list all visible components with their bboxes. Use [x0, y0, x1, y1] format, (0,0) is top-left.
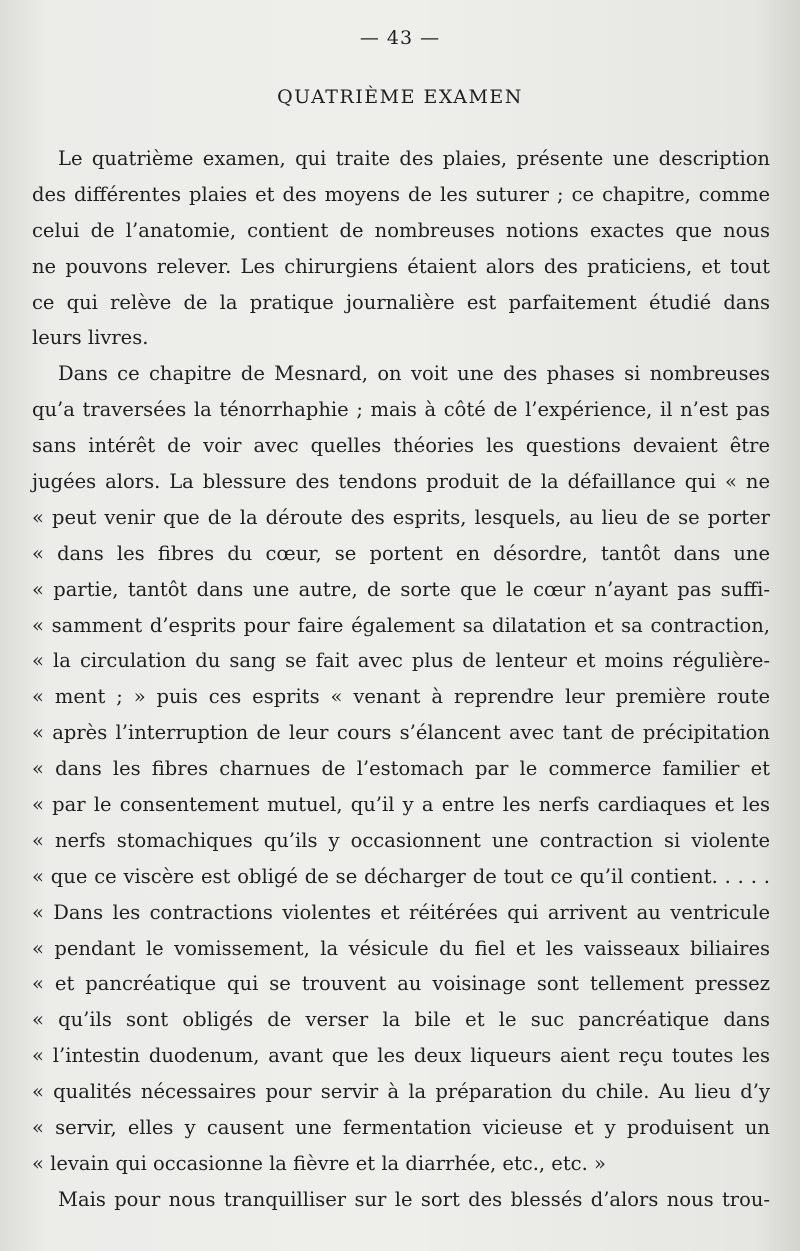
quote-line: « qu’ils sont obligés de verser la bile et le suc pancréatique dans	[32, 1008, 770, 1032]
chapter-title: QUATRIÈME EXAMEN	[277, 86, 523, 108]
text-line: Le quatrième examen, qui traite des plaies, présente une description	[58, 147, 770, 170]
quote-line: « dans les fibres charnues de l’estomach par le commerce familier et	[32, 757, 770, 781]
quote-line: « l’intestin duodenum, avant que les deux liqueurs aient reçu toutes les	[32, 1044, 770, 1068]
quote-line: « levain qui occasionne la fièvre et la diarrhée, etc., etc. »	[32, 1151, 606, 1175]
text-line: ce qui relève de la pratique journalière est parfaitement étudié dans	[32, 290, 770, 314]
quote-line: « ment ; » puis ces esprits « venant à reprendre leur première route	[32, 685, 770, 709]
body-text	[32, 141, 770, 1218]
text-line: Dans ce chapitre de Mesnard, on voit une des phases si nombreuses	[58, 362, 770, 386]
text-line: qu’a traversées la ténorrhaphie ; mais à côté de l’expérience, il n’est pas	[32, 398, 770, 422]
page-number: — 43 —	[359, 27, 441, 49]
text-line: celui de l’anatomie, contient de nombreuses notions exactes que nous	[32, 218, 770, 242]
text-line: leurs livres.	[32, 326, 149, 350]
quote-line: « qualités nécessaires pour servir à la préparation du chile. Au lieu d’y	[32, 1080, 770, 1104]
quote-line: « Dans les contractions violentes et réitérées qui arrivent au ventricule	[32, 900, 770, 924]
quote-line: « pendant le vomissement, la vésicule du fiel et les vaisseaux biliaires	[32, 936, 770, 960]
quote-line: « nerfs stomachiques qu’ils y occasionnent une contraction si violente	[32, 828, 770, 852]
quote-line: « après l’interruption de leur cours s’élancent avec tant de précipitation	[32, 721, 770, 745]
quote-line: « partie, tantôt dans une autre, de sorte que le cœur n’ayant pas suffi-	[32, 577, 770, 601]
quote-line: « samment d’esprits pour faire également sa dilatation et sa contraction,	[32, 613, 770, 637]
quote-line: « que ce viscère est obligé de se décharger de tout ce qu’il contient. . . . .	[32, 864, 770, 888]
text-line: des différentes plaies et des moyens de les suturer ; ce chapitre, comme	[32, 182, 770, 206]
text-line: sans intérêt de voir avec quelles théories les questions devaient être	[32, 434, 770, 458]
quote-line: « dans les fibres du cœur, se portent en désordre, tantôt dans une	[32, 541, 770, 565]
quote-line: « servir, elles y causent une fermentation vicieuse et y produisent un	[32, 1116, 770, 1140]
text-line: jugées alors. La blessure des tendons produit de la défaillance qui « ne	[32, 470, 770, 494]
quote-line: « par le consentement mutuel, qu’il y a entre les nerfs cardiaques et les	[32, 793, 770, 817]
text-line: ne pouvons relever. Les chirurgiens étaient alors des praticiens, et tout	[32, 254, 770, 278]
quote-line: « la circulation du sang se fait avec plus de lenteur et moins régulière-	[32, 649, 770, 673]
quote-line: « et pancréatique qui se trouvent au voisinage sont tellement pressez	[32, 972, 770, 996]
quote-line: « peut venir que de la déroute des esprits, lesquels, au lieu de se porter	[32, 505, 770, 529]
text-line: Mais pour nous tranquilliser sur le sort des blessés d’alors nous trou-	[58, 1187, 770, 1211]
